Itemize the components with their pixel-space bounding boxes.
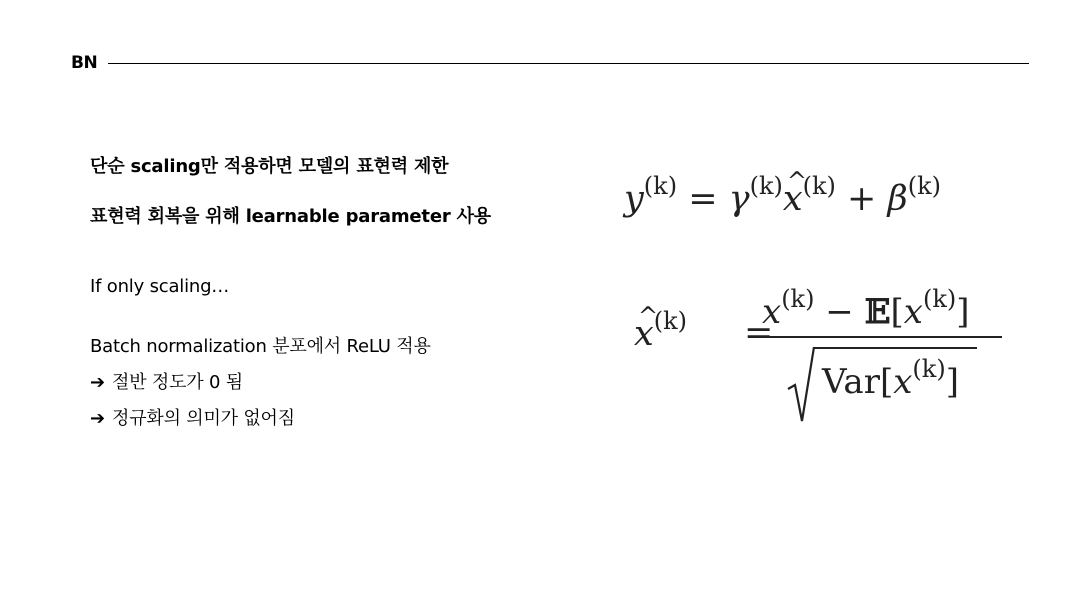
arrow-icon: ➔ (90, 372, 105, 393)
formula-x: x (903, 292, 923, 332)
formula-superscript: (k) (781, 285, 815, 313)
formula-lbracket: [ (879, 362, 894, 402)
formula-normalize (634, 285, 1014, 435)
formula-var: Var (822, 362, 880, 402)
text-line-1: 단순 scaling만 적용하면 모델의 표현력 제한 (90, 156, 449, 177)
formula-beta: β (887, 179, 908, 219)
text-line-3: If only scaling… (90, 276, 230, 297)
sqrt-icon (786, 345, 816, 425)
slide-title: BN (71, 53, 98, 73)
title-divider (108, 63, 1029, 64)
bullet-text: 절반 정도가 0 됨 (112, 372, 243, 393)
formula-superscript: (k) (643, 172, 678, 200)
formula-gamma: γ (728, 179, 750, 219)
formula-xhat: ^ x (634, 314, 654, 354)
formula-lhs (634, 307, 687, 354)
formula-superscript: (k) (912, 355, 946, 383)
bullet-text: 정규화의 의미가 없어짐 (112, 408, 295, 429)
text-line-4: Batch normalization 분포에서 ReLU 적용 (90, 336, 431, 357)
text-line-2: 표현력 회복을 위해 learnable parameter 사용 (90, 206, 491, 227)
formula-denominator (822, 355, 959, 402)
formula-y: y (624, 179, 644, 219)
fraction-bar (761, 336, 1002, 338)
formula-equals: = (688, 179, 718, 219)
formula-minus: − (825, 292, 854, 332)
formula-expectation: 𝔼 (864, 292, 891, 332)
formula-plus: + (847, 179, 877, 219)
formula-xhat: ^ x (783, 179, 803, 219)
formula-superscript: (k) (922, 285, 957, 313)
formula-x: x (762, 292, 782, 332)
formula-rbracket: ] (945, 362, 959, 402)
formula-numerator (762, 285, 970, 332)
formula-superscript: (k) (653, 307, 688, 335)
bullet-line-6 (90, 404, 295, 430)
bullet-line-5 (90, 368, 243, 394)
formula-scale-shift (624, 172, 941, 219)
formula-superscript: (k) (749, 172, 783, 200)
formula-superscript: (k) (907, 172, 942, 200)
formula-x: x (893, 362, 913, 402)
arrow-icon: ➔ (90, 408, 105, 429)
formula-rbracket: ] (956, 292, 970, 332)
formula-equals: = (744, 313, 774, 353)
formula-superscript: (k) (802, 172, 836, 200)
formula-lbracket: [ (890, 292, 904, 332)
sqrt-vinculum (814, 347, 977, 349)
